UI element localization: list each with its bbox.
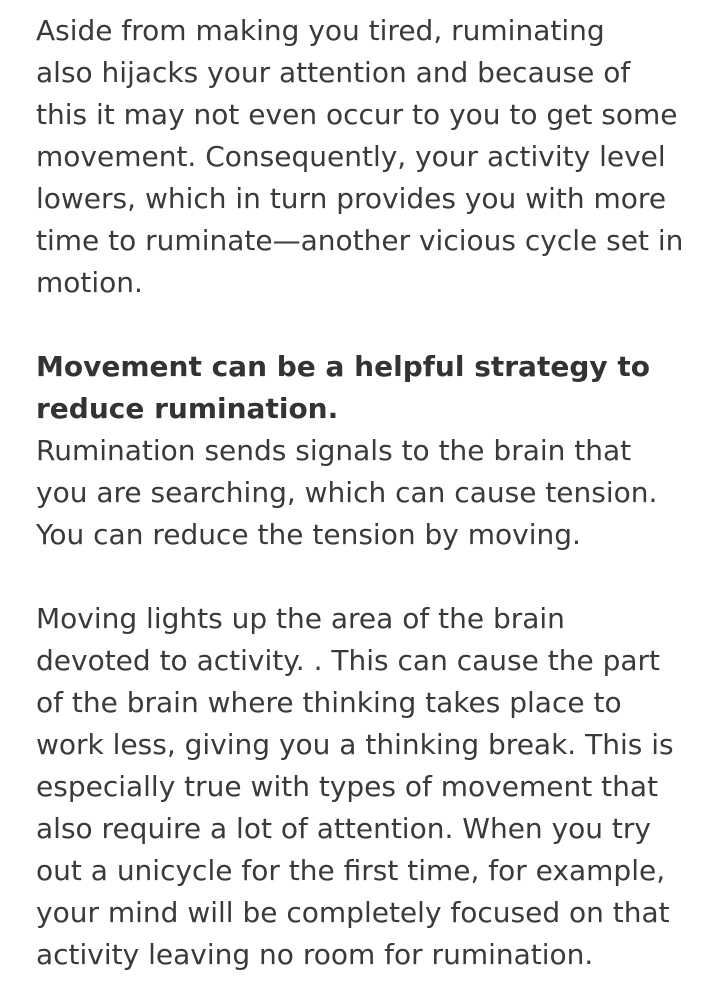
text-line: work less, giving you a thinking break. This is [36,728,674,761]
text-line: Moving lights up the area of the brain [36,602,565,635]
text-line: You can reduce the tension by moving. [36,518,581,551]
text-line: especially true with types of movement that [36,770,658,803]
text-line: of the brain where thinking takes place to [36,686,622,719]
text-line: Aside from making you tired, ruminating [36,14,605,47]
text-line: movement. Consequently, your activity level [36,140,666,173]
text-line: lowers, which in turn provides you with more [36,182,667,215]
paragraph-brain-activity [36,598,696,976]
text-line: your mind will be completely focused on that [36,896,670,929]
text-line: motion. [36,266,143,299]
text-line: Rumination sends signals to the brain that [36,434,632,467]
paragraph-spacer [36,556,696,598]
text-line: this it may not even occur to you to get some [36,98,678,131]
heading-line: reduce rumination. [36,392,339,425]
section-heading [36,346,696,430]
text-line: devoted to activity. . This can cause the part [36,644,661,677]
paragraph-spacer [36,304,696,346]
paragraph-tension [36,430,696,556]
article-body [36,10,696,976]
text-line: also hijacks your attention and because of [36,56,631,89]
text-line: out a unicycle for the first time, for example, [36,854,666,887]
heading-line: Movement can be a helpful strategy to [36,350,650,383]
text-line: also require a lot of attention. When you try [36,812,651,845]
text-line: activity leaving no room for rumination. [36,938,594,971]
text-line: you are searching, which can cause tension. [36,476,658,509]
paragraph-rumination-fatigue [36,10,696,304]
text-line: time to ruminate—another vicious cycle set in [36,224,684,257]
